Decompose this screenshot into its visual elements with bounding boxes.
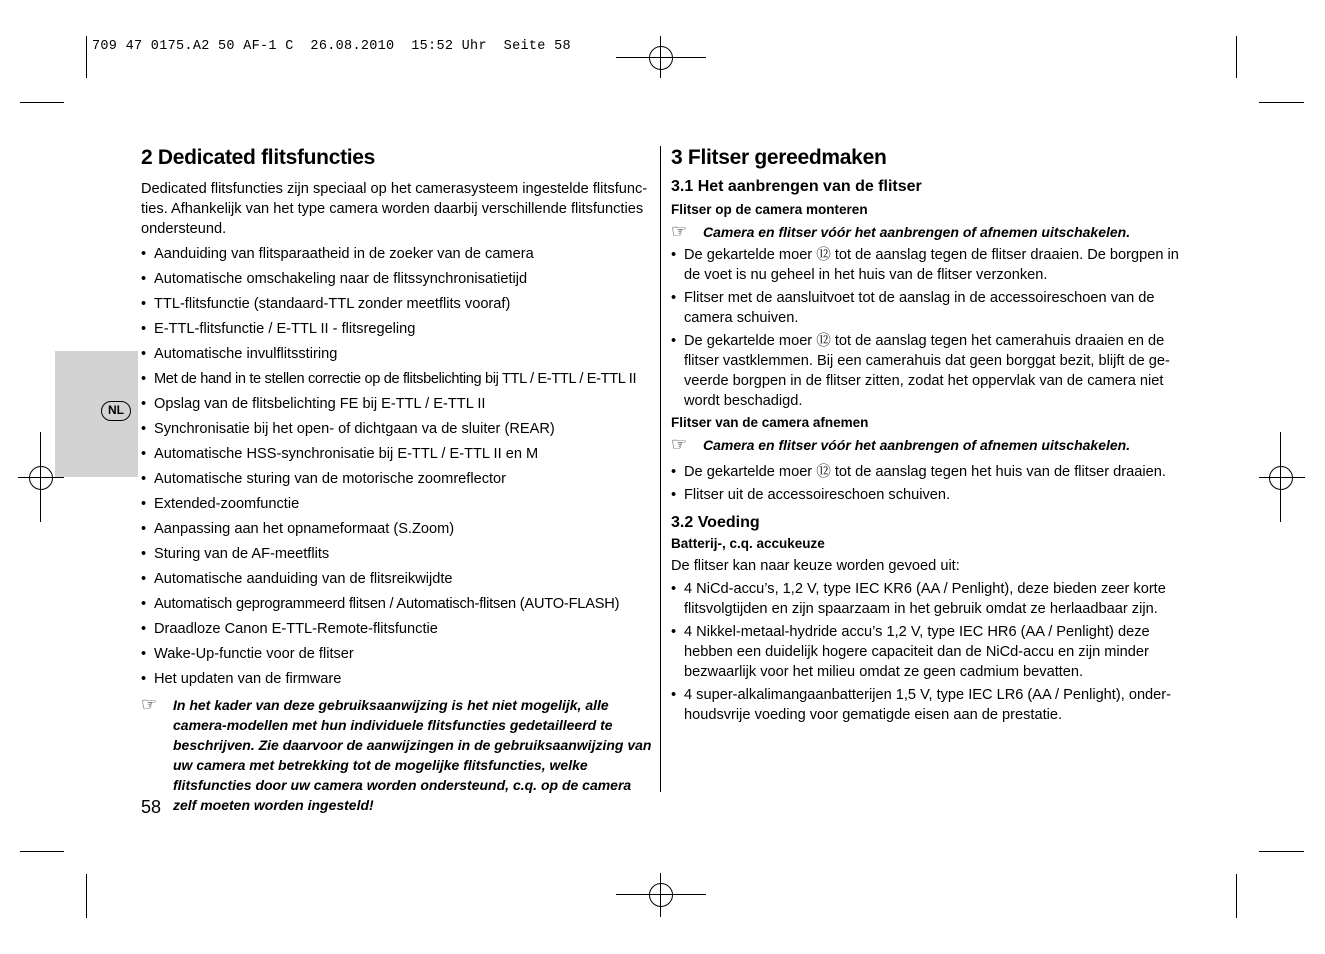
pointing-hand-icon: ☞ [671,434,688,454]
column-divider [660,146,661,792]
remove-steps-list [671,462,1186,505]
list-item: • Flitser uit de accessoireschoen schuiven. [671,485,1186,505]
battery-options-list [671,579,1186,725]
subsection-heading-power: 3.2 Voeding [671,514,760,531]
right-column [671,144,1186,725]
list-item: • De gekartelde moer ⑫ tot de aanslag tegen het huis van de flitser draaien. [671,462,1186,482]
page-number: 58 [141,797,162,817]
pointing-hand-icon: ☞ [141,694,158,714]
list-item: • Aanduiding van flitsparaatheid in de zoeker van de camera [141,244,657,264]
note-text: Camera en flitser vóór het aanbrengen of afnemen uitschakelen. [703,437,1131,453]
note-text: Camera en flitser vóór het aanbrengen of afnemen uitschakelen. [703,224,1131,240]
section-title-preparation: 3 Flitser gereedmaken [671,146,887,169]
list-item: • Automatisch geprogrammeerd flitsen / Automatisch-flitsen (AUTO-FLASH) [141,594,657,614]
section-title-dedicated: 2 Dedicated flitsfuncties [141,146,376,169]
list-item: • Automatische sturing van de motorische zoomreflector [141,469,657,489]
print-slug: 709 47 0175.A2 50 AF-1 C 26.08.2010 15:52 Uhr Seite 58 [92,39,571,54]
list-item: • E-TTL-flitsfunctie / E-TTL II - flitsregeling [141,319,657,339]
remove-heading: Flitser van de camera afnemen [671,415,869,430]
list-item: • Wake-Up-functie voor de flitser [141,644,657,664]
list-item: • Opslag van de flitsbelichting FE bij E-TTL / E-TTL II [141,394,657,414]
left-column [141,144,657,815]
remove-warning-note [671,435,1186,455]
list-item: • Het updaten van de firmware [141,669,657,689]
camera-note [141,695,657,815]
list-item: • 4 super-alkalimangaanbatterijen 1,5 V, type IEC LR6 (AA / Penlight), onder-houdsvrije voeding voor gematigde eisen aan de prestatie. [671,685,1186,725]
power-intro: De flitser kan naar keuze worden gevoed uit: [671,558,960,574]
intro-paragraph: Dedicated flitsfuncties zijn speciaal op het camerasysteem ingestelde flitsfunc-ties. Afhankelijk van het type camera worden daarbij verschillende flitsfuncties ondersteund. [141,181,648,237]
list-item: • Automatische invulflitsstiring [141,344,657,364]
list-item: • TTL-flitsfunctie (standaard-TTL zonder meetflits vooraf) [141,294,657,314]
list-item: • Met de hand in te stellen correctie op de flitsbelichting bij TTL / E-TTL / E-TTL II [141,369,657,389]
list-item: • Automatische aanduiding van de flitsreikwijdte [141,569,657,589]
mount-steps-list [671,245,1186,411]
flash-functions-list [141,244,657,689]
list-item: • Automatische HSS-synchronisatie bij E-TTL / E-TTL II en M [141,444,657,464]
mount-warning-note [671,222,1186,242]
note-text: In het kader van deze gebruiksaanwijzing is het niet mogelijk, alle camera-modellen met hun individuele flitsfuncties gedetailleerd te beschrijven. Zie daarvoor de aanwijzingen in de gebruiksaanwijzing van uw camera met betrekking tot de mogelijke flitsfuncties, welke flitsfuncties door uw camera worden ondersteund, c.q. op de camera zelf moeten worden ingesteld! [173,697,652,813]
language-badge: NL [101,401,131,421]
subsection-heading-mounting: 3.1 Het aanbrengen van de flitser [671,178,922,195]
list-item: • 4 Nikkel-metaal-hydride accu’s 1,2 V, type IEC HR6 (AA / Penlight) deze hebben een duidelijk hogere capaciteit dan de NiCd-accu en zijn minder bezwaarlijk voor het milieu omdat ze geen cadmium bevatten. [671,622,1186,682]
list-item: • Automatische omschakeling naar de flitssynchronisatietijd [141,269,657,289]
list-item: • Extended-zoomfunctie [141,494,657,514]
list-item: • Flitser met de aansluitvoet tot de aanslag in de accessoireschoen van de camera schuiven. [671,288,1186,328]
battery-heading: Batterij-, c.q. accukeuze [671,536,825,551]
list-item: • De gekartelde moer ⑫ tot de aanslag tegen de flitser draaien. De borgpen in de voet is nu geheel in het huis van de flitser verzonken. [671,245,1186,285]
pointing-hand-icon: ☞ [671,221,688,241]
list-item: • Aanpassing aan het opnameformaat (S.Zoom) [141,519,657,539]
list-item: • Sturing van de AF-meetflits [141,544,657,564]
list-item: • Draadloze Canon E-TTL-Remote-flitsfunctie [141,619,657,639]
list-item: • De gekartelde moer ⑫ tot de aanslag tegen het camerahuis draaien en de flitser vastklemmen. Bij een camerahuis dat geen borggat bezit, blijft de ge-veerde borgpen in de flitser zitten, zodat het oppervlak van de camera niet wordt beschadigd. [671,331,1186,411]
mount-heading: Flitser op de camera monteren [671,202,868,217]
list-item: • 4 NiCd-accu’s, 1,2 V, type IEC KR6 (AA / Penlight), deze bieden zeer korte flitsvolgtijden en zijn spaarzaam in het gebruik omdat ze herlaadbaar zijn. [671,579,1186,619]
list-item: • Synchronisatie bij het open- of dichtgaan va de sluiter (REAR) [141,419,657,439]
